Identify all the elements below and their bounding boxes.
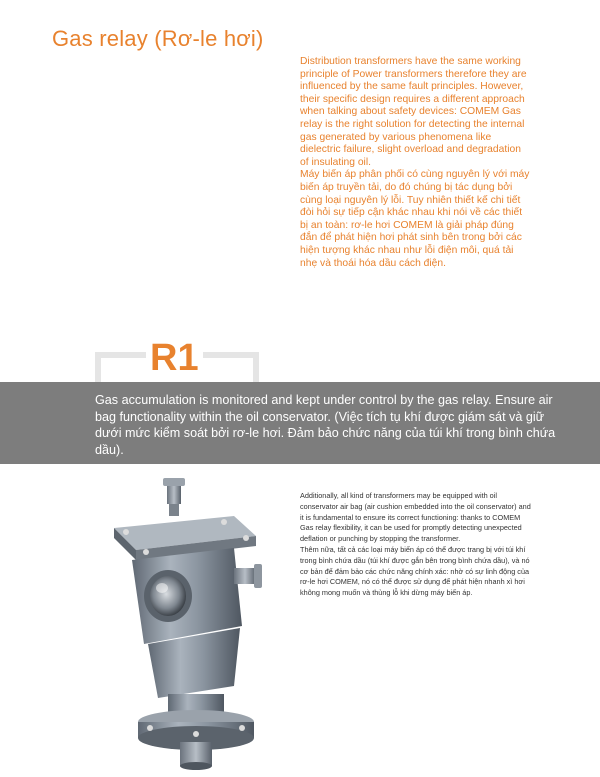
intro-text xyxy=(300,56,532,270)
banner-text: Gas accumulation is monitored and kept under control by the gas relay. Ensure air bag functionality within the oil conservator. (Việc tích tụ khí được giám sát và giữ dưới mức kiểm soát bởi rơ-le hơi. Đảm bảo chức năng của túi khí trong bình chứa dầu). xyxy=(95,393,556,457)
page-title: Gas relay (Rơ-le hơi) xyxy=(52,26,264,51)
detail-text xyxy=(300,491,532,599)
intro-vietnamese: Máy biến áp phân phối có cùng nguyên lý với máy biến áp truyền tải, do đó chúng bị tác dụng bởi cùng loại nguyên lý lỗi. Tuy nhiên thiết kế chi tiết đòi hỏi sự tiếp cận khác nhau khi nói về các thiết bị an toàn: rơ-le hơi COMEM là giải pháp đúng đắn để phát hiện hơi phát sinh bên trong bởi các hiện tượng khác nhau như lỗi điện môi, quá tải nhẹ và thoái hóa dầu cách điện. xyxy=(300,169,530,269)
model-label: R1 xyxy=(146,336,203,380)
gas-relay-product-image xyxy=(84,476,284,772)
detail-english: Additionally, all kind of transformers may be equipped with oil conservator air bag (air cushion embedded into the oil conservator) and it is fundamental to ensure its correct functioning: thanks to COMEM Gas relay flexibility, it can be used for promptly detecting unexpected deflation or punching by stopping the transformer. xyxy=(300,491,531,544)
detail-vietnamese: Thêm nữa, tất cả các loại máy biến áp có thể được trang bị với túi khí trong bình chứa dầu (túi khí được gắn bên trong bình chứa dầu), và nó cơ bản để đảm bảo các chức năng chính xác: nhờ có sự linh động của rơ-le hơi COMEM, nó có thể được sử dụng để phát hiện nhanh xì hơi không mong muốn và thủng lỗ khi dừng máy biến áp. xyxy=(300,544,530,598)
highlight-banner xyxy=(0,382,600,464)
intro-english: Distribution transformers have the same working principle of Power transformers therefore they are influenced by the same fault principles. However, their specific design requires a different approach when talking about safety devices: COMEM Gas relay is the right solution for detecting the internal gas generated by various phenomena like dielectric failure, slight overload and degradation of insulating oil. xyxy=(300,56,527,168)
